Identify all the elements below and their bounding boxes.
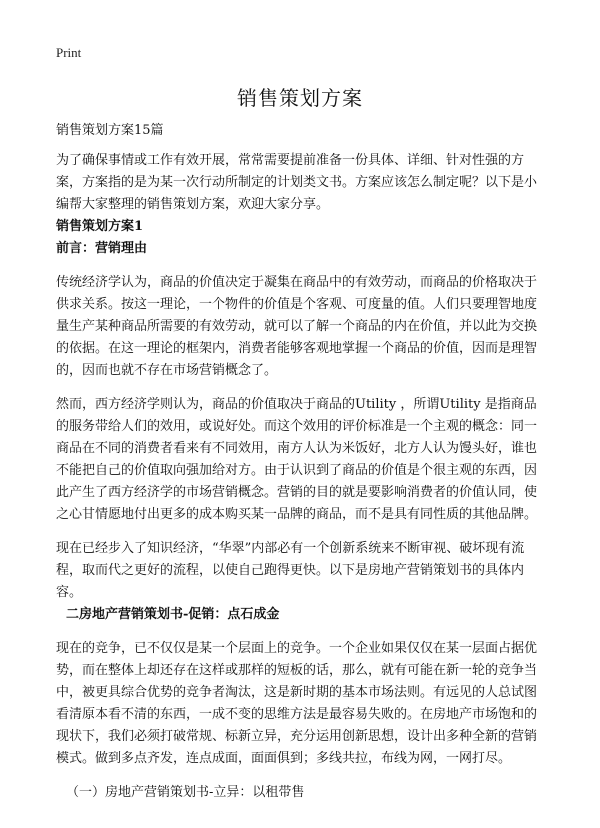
- body-paragraph-2: 然而，西方经济学则认为，商品的价值取决于商品的Utility ，所谓Utility 是指商品的服务带给人们的效用，或说好处。而这个效用的评价标准是一个主观的概念：同一商品在不同的消费者看来有不同效用，南方人认为米饭好，北方人认为馒头好，谁也不能把自己的价值取向强加给对方。由于认识到了商品的价值是个很主观的东西，因此产生了西方经济学的市场营销概念。营销的目的就是要影响消费者的价值认同，使之心甘情愿地付出更多的成本购买某一品牌的商品，而不是具有同性质的其他品牌。: [56, 397, 538, 522]
- section-heading-2: 二房地产营销策划书-促销：点石成金: [66, 607, 280, 622]
- section-heading-1: 销售策划方案1: [56, 219, 144, 234]
- intro-paragraph: 为了确保事情或工作有效开展，常常需要提前准备一份具体、详细、针对性强的方案，方案指的是为某一次行动所制定的计划类文书。方案应该怎么制定呢？以下是小编帮大家整理的销售策划方案，欢迎大家分享。: [56, 153, 538, 212]
- page-title: 销售策划方案: [237, 86, 363, 110]
- print-link[interactable]: Print: [56, 45, 82, 60]
- subsection-heading: （一）房地产营销策划书-立异：以租带售: [66, 785, 305, 800]
- body-paragraph-4: 现在的竞争，已不仅仅是某一个层面上的竞争。一个企业如果仅仅在某一层面占据优势，而在整体上却还存在这样或那样的短板的话，那么，就有可能在新一轮的竞争当中，被更具综合优势的竞争者淘汰，这是新时期的基本市场法则。有远见的人总试图看清原本看不清的东西，一成不变的思维方法是最容易失败的。在房地产市场饱和的现状下，我们必须打破常规、标新立异，充分运用创新思想，设计出多种全新的营销模式。做到多点齐发，连点成面，面面俱到；多线共拉，布线为网，一网打尽。: [56, 641, 538, 766]
- preface-heading: 前言：营销理由: [56, 241, 148, 256]
- document-body: [56, 120, 548, 804]
- body-paragraph-1: 传统经济学认为，商品的价值决定于凝集在商品中的有效劳动，而商品的价格取决于供求关系。按这一理论，一个物件的价值是个客观、可度量的值。人们只要理智地度量生产某种商品所需要的有效劳动，就可以了解一个商品的内在价值，并以此为交换的依据。在这一理论的框架内，消费者能够客观地掌握一个商品的价值，因而是理智的，因而也就不存在市场营销概念了。: [56, 275, 538, 378]
- body-paragraph-3: 现在已经步入了知识经济，“华翠”内部必有一个创新系统来不断审视、破坏现有流程，取而代之更好的流程，以使自己跑得更快。以下是房地产营销策划书的具体内容。: [56, 541, 525, 600]
- document-subtitle: 销售策划方案15篇: [56, 123, 164, 138]
